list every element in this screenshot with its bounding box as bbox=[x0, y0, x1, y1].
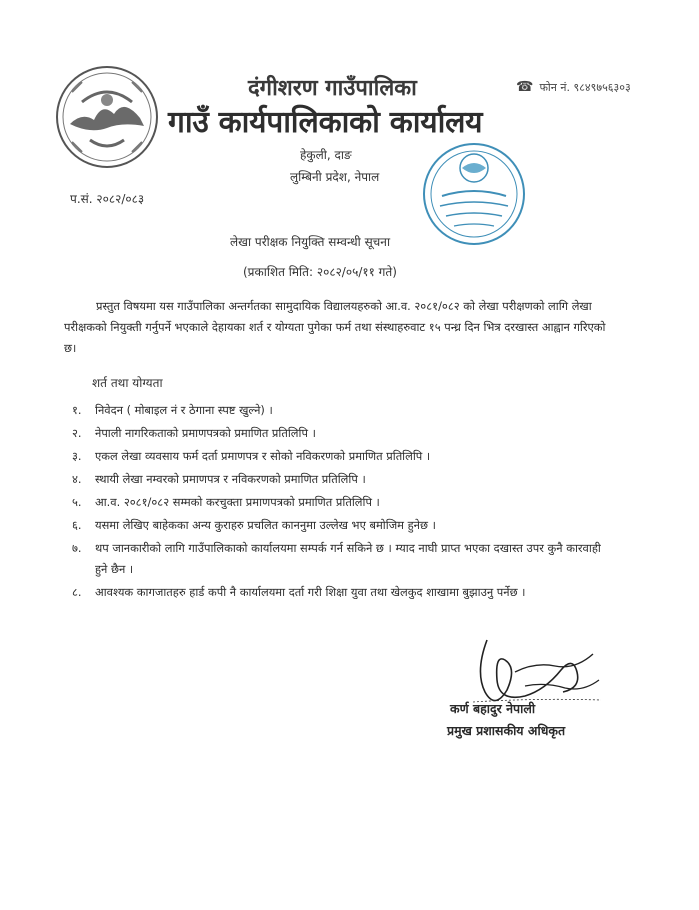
list-item bbox=[72, 446, 612, 467]
list-item bbox=[72, 582, 612, 603]
item-text: स्थायी लेखा नम्वरको प्रमाणपत्र र नविकरणको प्रमाणित प्रतिलिपि । bbox=[95, 472, 366, 486]
office-stamp bbox=[418, 138, 530, 250]
nepal-emblem-logo bbox=[52, 62, 162, 172]
item-text: थप जानकारीको लागि गाउँपालिकाको कार्यालयमा सम्पर्क गर्न सकिने छ । म्याद नाघी प्राप्त भएका दखास्त उपर कुनै कारवाही हुने छैन । bbox=[95, 541, 601, 576]
list-item bbox=[72, 469, 612, 490]
list-item bbox=[72, 538, 612, 580]
item-text: निवेदन ( मोबाइल नं र ठेगाना स्पष्ट खुल्ने) । bbox=[95, 403, 273, 417]
item-text: नेपाली नागरिकताको प्रमाणपत्रको प्रमाणित प्रतिलिपि । bbox=[95, 426, 316, 440]
list-item bbox=[72, 400, 612, 421]
item-number: ४. bbox=[72, 472, 82, 486]
conditions-title: शर्त तथा योग्यता bbox=[92, 376, 163, 390]
item-number: ६. bbox=[72, 518, 82, 532]
item-text: यसमा लेखिए बाहेकका अन्य कुराहरु प्रचलित काननुमा उल्लेख भए बमोजिम हुनेछ । bbox=[95, 518, 436, 532]
telephone-icon: ☎ bbox=[516, 79, 534, 95]
list-item bbox=[72, 515, 612, 536]
list-item bbox=[72, 423, 612, 444]
address-line-2: लुम्बिनी प्रदेश, नेपाल bbox=[290, 170, 380, 184]
item-number: १. bbox=[72, 403, 82, 417]
item-number: ५. bbox=[72, 495, 82, 509]
phone-text: फोन नं. ९८४९७५६३०३ bbox=[539, 81, 631, 94]
signatory-name: कर्ण बहादुर नेपाली bbox=[450, 701, 536, 716]
item-text: एकल लेखा व्यवसाय फर्म दर्ता प्रमाणपत्र र सोको नविकरणको प्रमाणित प्रतिलिपि । bbox=[95, 449, 431, 463]
published-date: (प्रकाशित मिति: २०८२/०५/११ गते) bbox=[243, 265, 397, 279]
municipality-name: दंगीशरण गाउँपालिका bbox=[248, 76, 417, 101]
notice-body: प्रस्तुत विषयमा यस गाउँपालिका अन्तर्गतका सामुदायिक विद्यालयहरुको आ.व. २०८१/०८२ को लेखा परीक्षणको लागि लेखा परीक्षकको नियुक्ती गर्नुपर्ने भएकाले देहायका शर्त र योग्यता पुगेका फर्म तथा संस्थाहरुवाट १५ पन्ध्र दिन भित्र दरखास्त आह्वान गरिएको छ। bbox=[64, 299, 606, 355]
item-text: आवश्यक कागजातहरु हार्ड कपी नै कार्यालयमा दर्ता गरी शिक्षा युवा तथा खेलकुद शाखामा बुझाउनु पर्नेछ । bbox=[95, 585, 526, 599]
conditions-list bbox=[72, 400, 612, 605]
item-number: २. bbox=[72, 426, 82, 440]
notice-subject: लेखा परीक्षक नियुक्ति सम्वन्धी सूचना bbox=[230, 235, 391, 249]
list-item bbox=[72, 492, 612, 513]
office-title: गाउँ कार्यपालिकाको कार्यालय bbox=[168, 105, 483, 140]
signatory-title: प्रमुख प्रशासकीय अधिकृत bbox=[447, 723, 566, 738]
phone-number bbox=[516, 79, 631, 95]
item-number: ७. bbox=[72, 541, 82, 555]
address-line-1: हेकुली, दाङ bbox=[300, 148, 352, 162]
item-text: आ.व. २०८१/०८२ सम्मको करचुक्ता प्रमाणपत्रको प्रमाणित प्रतिलिपि । bbox=[95, 495, 380, 509]
item-number: ३. bbox=[72, 449, 82, 463]
item-number: ८. bbox=[72, 585, 82, 599]
reference-number: प.सं. २०८२/०८३ bbox=[70, 192, 145, 206]
